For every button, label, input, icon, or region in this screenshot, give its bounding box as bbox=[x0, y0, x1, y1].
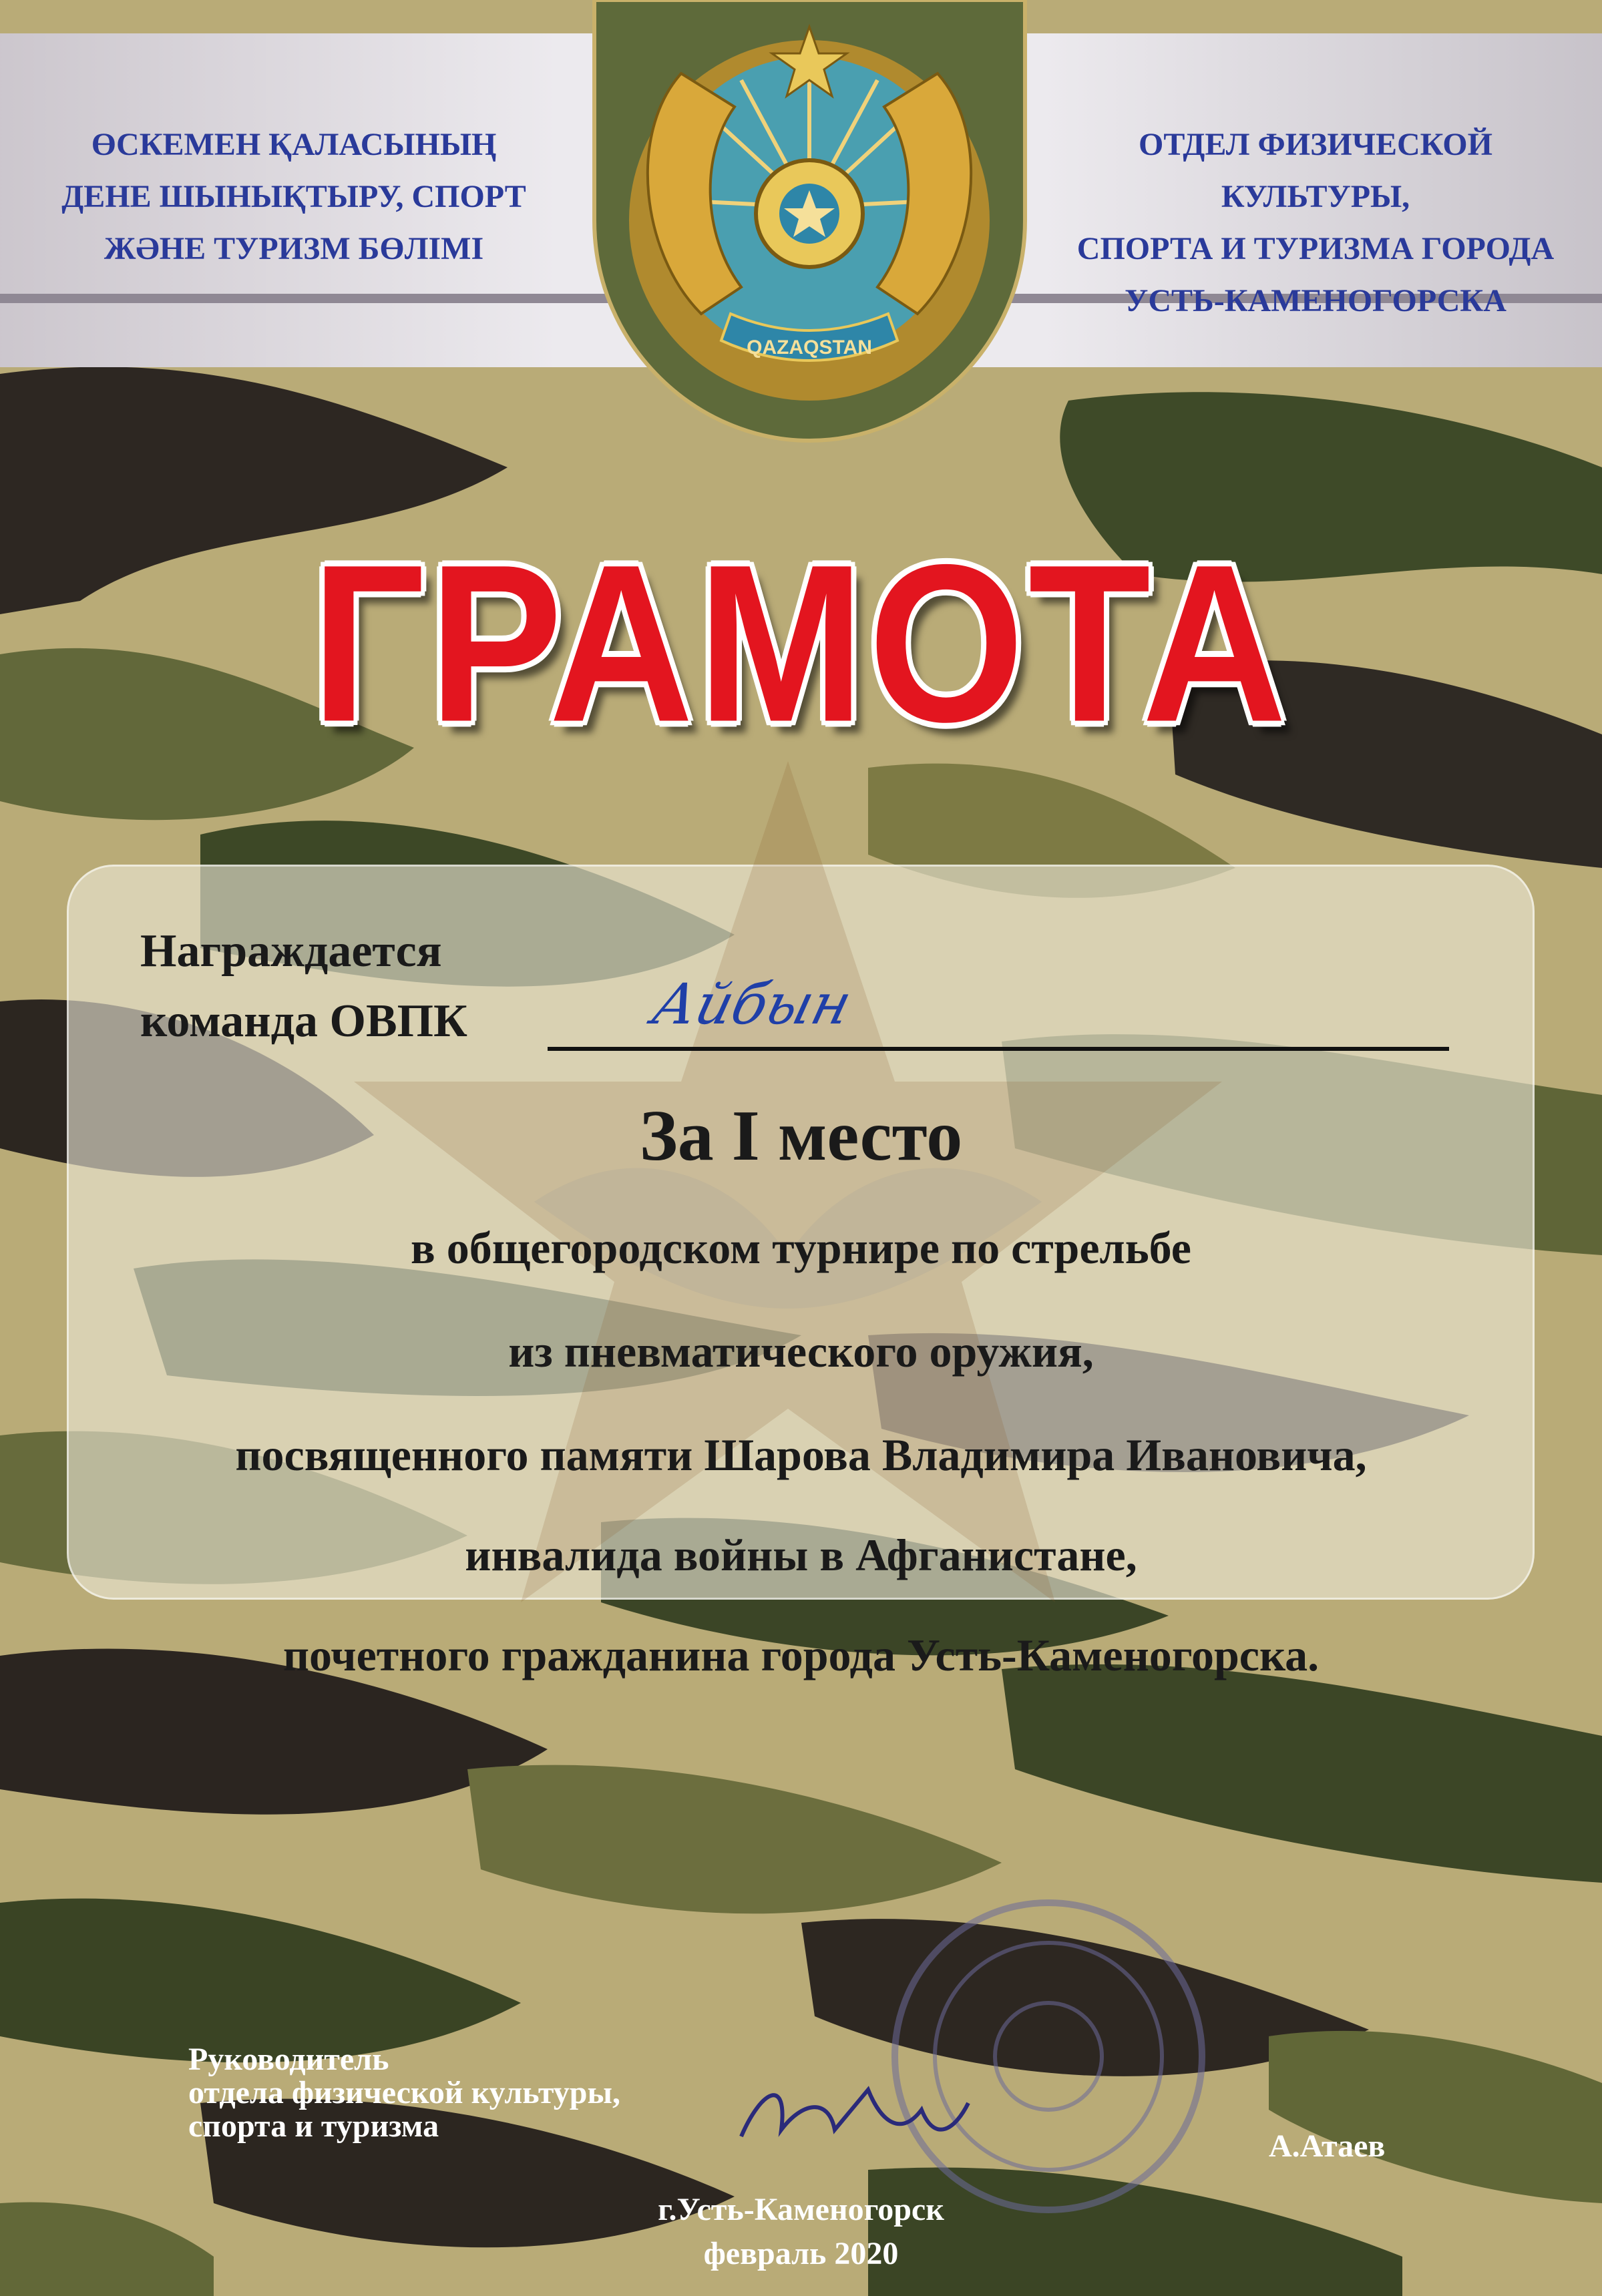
awarded-label: Награждается bbox=[140, 925, 442, 977]
award-description-line: инвалида войны в Афганистане, bbox=[465, 1530, 1137, 1580]
header-left-line: ӨСКЕМЕН ҚАЛАСЫНЫҢ bbox=[91, 127, 497, 162]
award-description-line: почетного гражданина города Усть-Каменогорска. bbox=[282, 1630, 1320, 1680]
issue-date: февраль 2020 bbox=[703, 2236, 899, 2271]
signatory-line: отдела физической культуры, bbox=[188, 2075, 620, 2110]
signatory-line: Руководитель bbox=[188, 2042, 389, 2077]
signatory-line: спорта и туризма bbox=[188, 2108, 439, 2144]
header-right-line: СПОРТА И ТУРИЗМА ГОРОДА bbox=[1076, 231, 1555, 266]
header-left-line: ЖӘНЕ ТУРИЗМ БӨЛІМІ bbox=[104, 231, 484, 266]
header-right-line: ОТДЕЛ ФИЗИЧЕСКОЙ КУЛЬТУРЫ, bbox=[1139, 127, 1492, 214]
signatory-name: А.Атаев bbox=[1269, 2128, 1386, 2164]
award-description-line: посвященного памяти Шарова Владимира Ивановича, bbox=[235, 1429, 1367, 1480]
title-text: ГРАМОТА bbox=[311, 517, 1291, 769]
header-left-line: ДЕНЕ ШЫНЫҚТЫРУ, СПОРТ bbox=[61, 179, 526, 214]
place-heading: За I место bbox=[639, 1096, 963, 1176]
header-right-line: УСТЬ-КАМЕНОГОРСКА bbox=[1125, 283, 1507, 318]
emblem-label: QAZAQSTAN bbox=[747, 336, 872, 359]
award-description-line: из пневматического оружия, bbox=[508, 1326, 1094, 1377]
team-label: команда ОВПК bbox=[140, 995, 467, 1047]
issue-city: г.Усть-Каменогорск bbox=[658, 2192, 944, 2227]
award-description-line: в общегородском турнире по стрельбе bbox=[411, 1222, 1191, 1273]
team-name-handwritten: Айбын bbox=[646, 971, 858, 1037]
